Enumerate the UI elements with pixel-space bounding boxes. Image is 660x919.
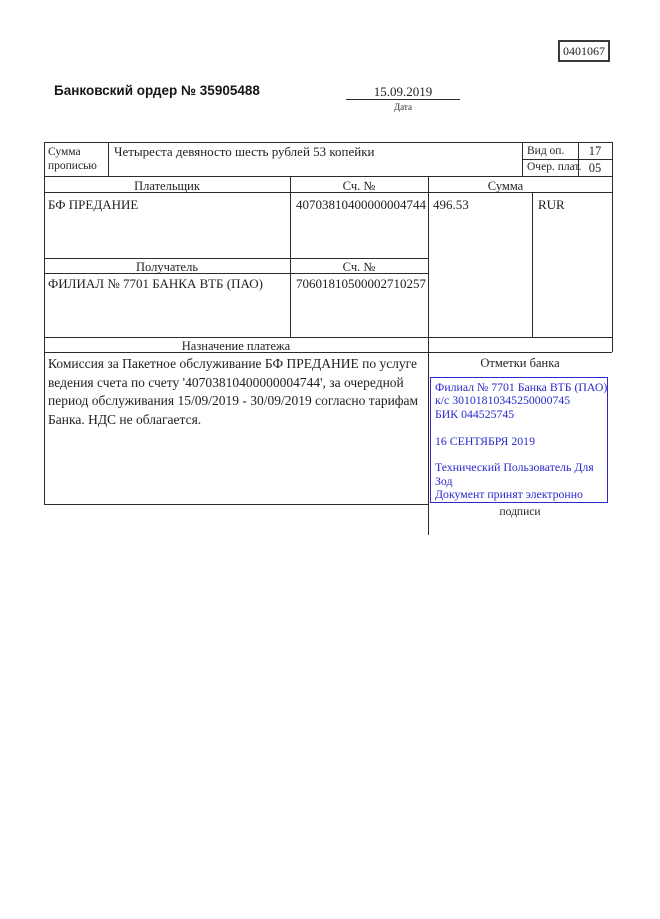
purpose-cell-bottom — [44, 504, 428, 505]
amount-column-header: Сумма — [487, 179, 524, 193]
purpose-text-line: Комиссия за Пакетное обслуживание БФ ПРЕДАНИЕ по услуге — [48, 356, 418, 371]
payer-column-header: Плательщик — [134, 179, 200, 193]
stamp-blank-line — [435, 448, 603, 461]
amount-in-words: Четыреста девяносто шесть рублей 53 копейки — [114, 144, 375, 159]
amount-words-row-bottom — [44, 176, 612, 177]
amount-words-label: Сумма прописью — [48, 146, 97, 172]
payee-account-header: Сч. № — [342, 260, 376, 274]
document-date: 15.09.2019 — [373, 84, 433, 99]
date-underline — [346, 99, 460, 100]
document-title: Банковский ордер № 35905488 — [54, 83, 260, 98]
date-label: Дата — [394, 102, 412, 112]
signatures-label: подписи — [499, 506, 541, 518]
stamp-accepted-note: Документ принят электронно — [435, 487, 583, 502]
stamp-blank-line — [435, 421, 603, 434]
payer-account: 40703810400000004744 — [296, 197, 426, 212]
bank-marks-header: Отметки банка — [480, 356, 560, 370]
payer-account-header: Сч. № — [342, 179, 376, 193]
stamp-bank-name: Филиал № 7701 Банка ВТБ (ПАО) — [435, 380, 608, 394]
purpose-text-line: Банка. НДС не облагается. — [48, 411, 202, 427]
amount-words-divider — [108, 142, 109, 176]
amount-value: 496.53 — [433, 197, 469, 212]
bank-stamp — [430, 377, 608, 503]
amount-currency: RUR — [538, 197, 565, 212]
stamp-operator-line-1: Технический Пользователь Для — [435, 460, 594, 475]
purpose-text-line: период обслуживания 15/09/2019 - 30/09/2019 согласно тарифам — [48, 393, 419, 408]
op-type-box-left — [522, 142, 523, 176]
table-border-left — [44, 142, 45, 504]
form-code-box — [558, 40, 610, 62]
op-type-divider — [522, 159, 612, 160]
form-code: 0401067 — [563, 44, 605, 58]
stamp-operator-line-2: Зод — [435, 473, 453, 488]
purpose-header: Назначение платежа — [181, 339, 291, 353]
currency-divider — [532, 192, 533, 337]
payee-account: 70601810500002710257 — [296, 276, 426, 291]
payment-priority-value: 05 — [588, 161, 602, 175]
purpose-header-top — [44, 337, 612, 338]
payment-priority-label: Очер. плат. — [527, 161, 582, 173]
account-column-left — [290, 177, 291, 337]
purpose-text-line: ведения счета по счету '40703810400000004744', за очередной — [48, 374, 404, 390]
payer-name: БФ ПРЕДАНИЕ — [48, 197, 139, 212]
stamp-date: 16 СЕНТЯБРЯ 2019 — [435, 433, 535, 448]
op-type-value: 17 — [588, 144, 602, 158]
op-type-label: Вид оп. — [527, 145, 565, 157]
stamp-bik: БИК 044525745 — [435, 406, 515, 421]
table-border-right — [612, 142, 613, 352]
payee-column-header: Получатель — [135, 260, 199, 274]
table-border-top — [44, 142, 612, 143]
stamp-corr-account: к/с 30101810345250000745 — [435, 393, 571, 408]
payee-header-top — [44, 258, 428, 259]
payee-name: ФИЛИАЛ № 7701 БАНКА ВТБ (ПАО) — [48, 276, 263, 291]
